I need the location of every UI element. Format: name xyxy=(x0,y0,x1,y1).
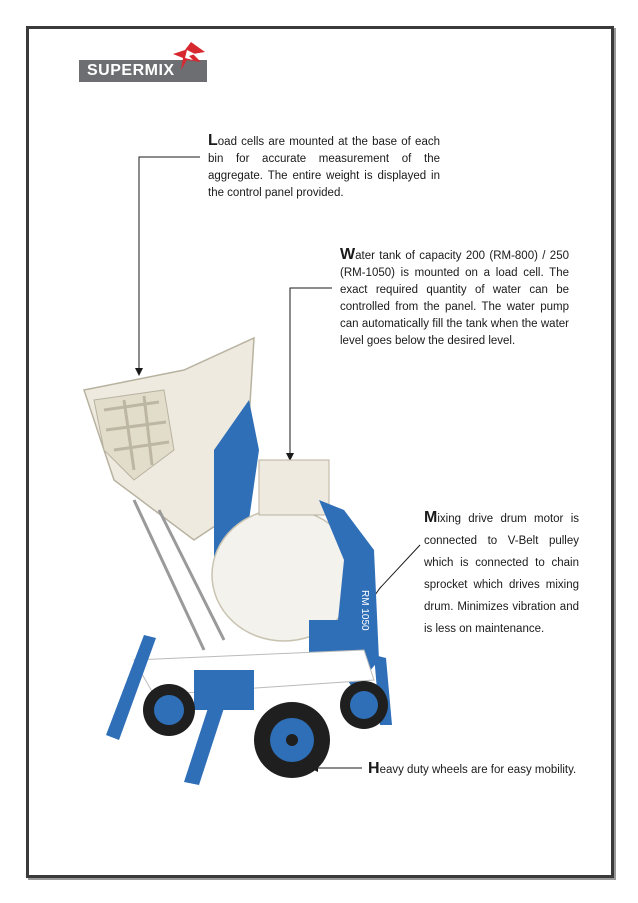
callout-load-cells xyxy=(208,132,440,202)
callout-text: oad cells are mounted at the base of each bin for accurate measurement of the aggregate. The entire weight is displayed in the control panel provided. xyxy=(208,136,440,199)
logo-wordmark: SUPERMIX xyxy=(87,62,175,79)
callout-text: ater tank of capacity 200 (RM-800) / 250 (RM-1050) is mounted on a load cell. The exact required quantity of water can be controlled from the panel. The water pump can automatically fill the tank when the water level goes below the desired level. xyxy=(340,250,569,347)
callout-initial: L xyxy=(208,132,218,149)
callout-initial: W xyxy=(340,246,356,263)
axle-housing xyxy=(194,670,254,710)
callout-text: ixing drive drum motor is connected to V-Belt pulley which is connected to chain sprocket which drives mixing drum. Minimizes vibration and is less on maintenance. xyxy=(424,513,579,635)
callout-initial: H xyxy=(368,760,380,777)
callout-initial: M xyxy=(424,509,438,526)
model-label: RM 1050 xyxy=(359,590,370,631)
concrete-mixer-illustration xyxy=(74,330,414,800)
callout-drum-motor xyxy=(424,507,579,640)
water-tank xyxy=(259,460,329,515)
callout-text: eavy duty wheels are for easy mobility. xyxy=(379,764,577,776)
